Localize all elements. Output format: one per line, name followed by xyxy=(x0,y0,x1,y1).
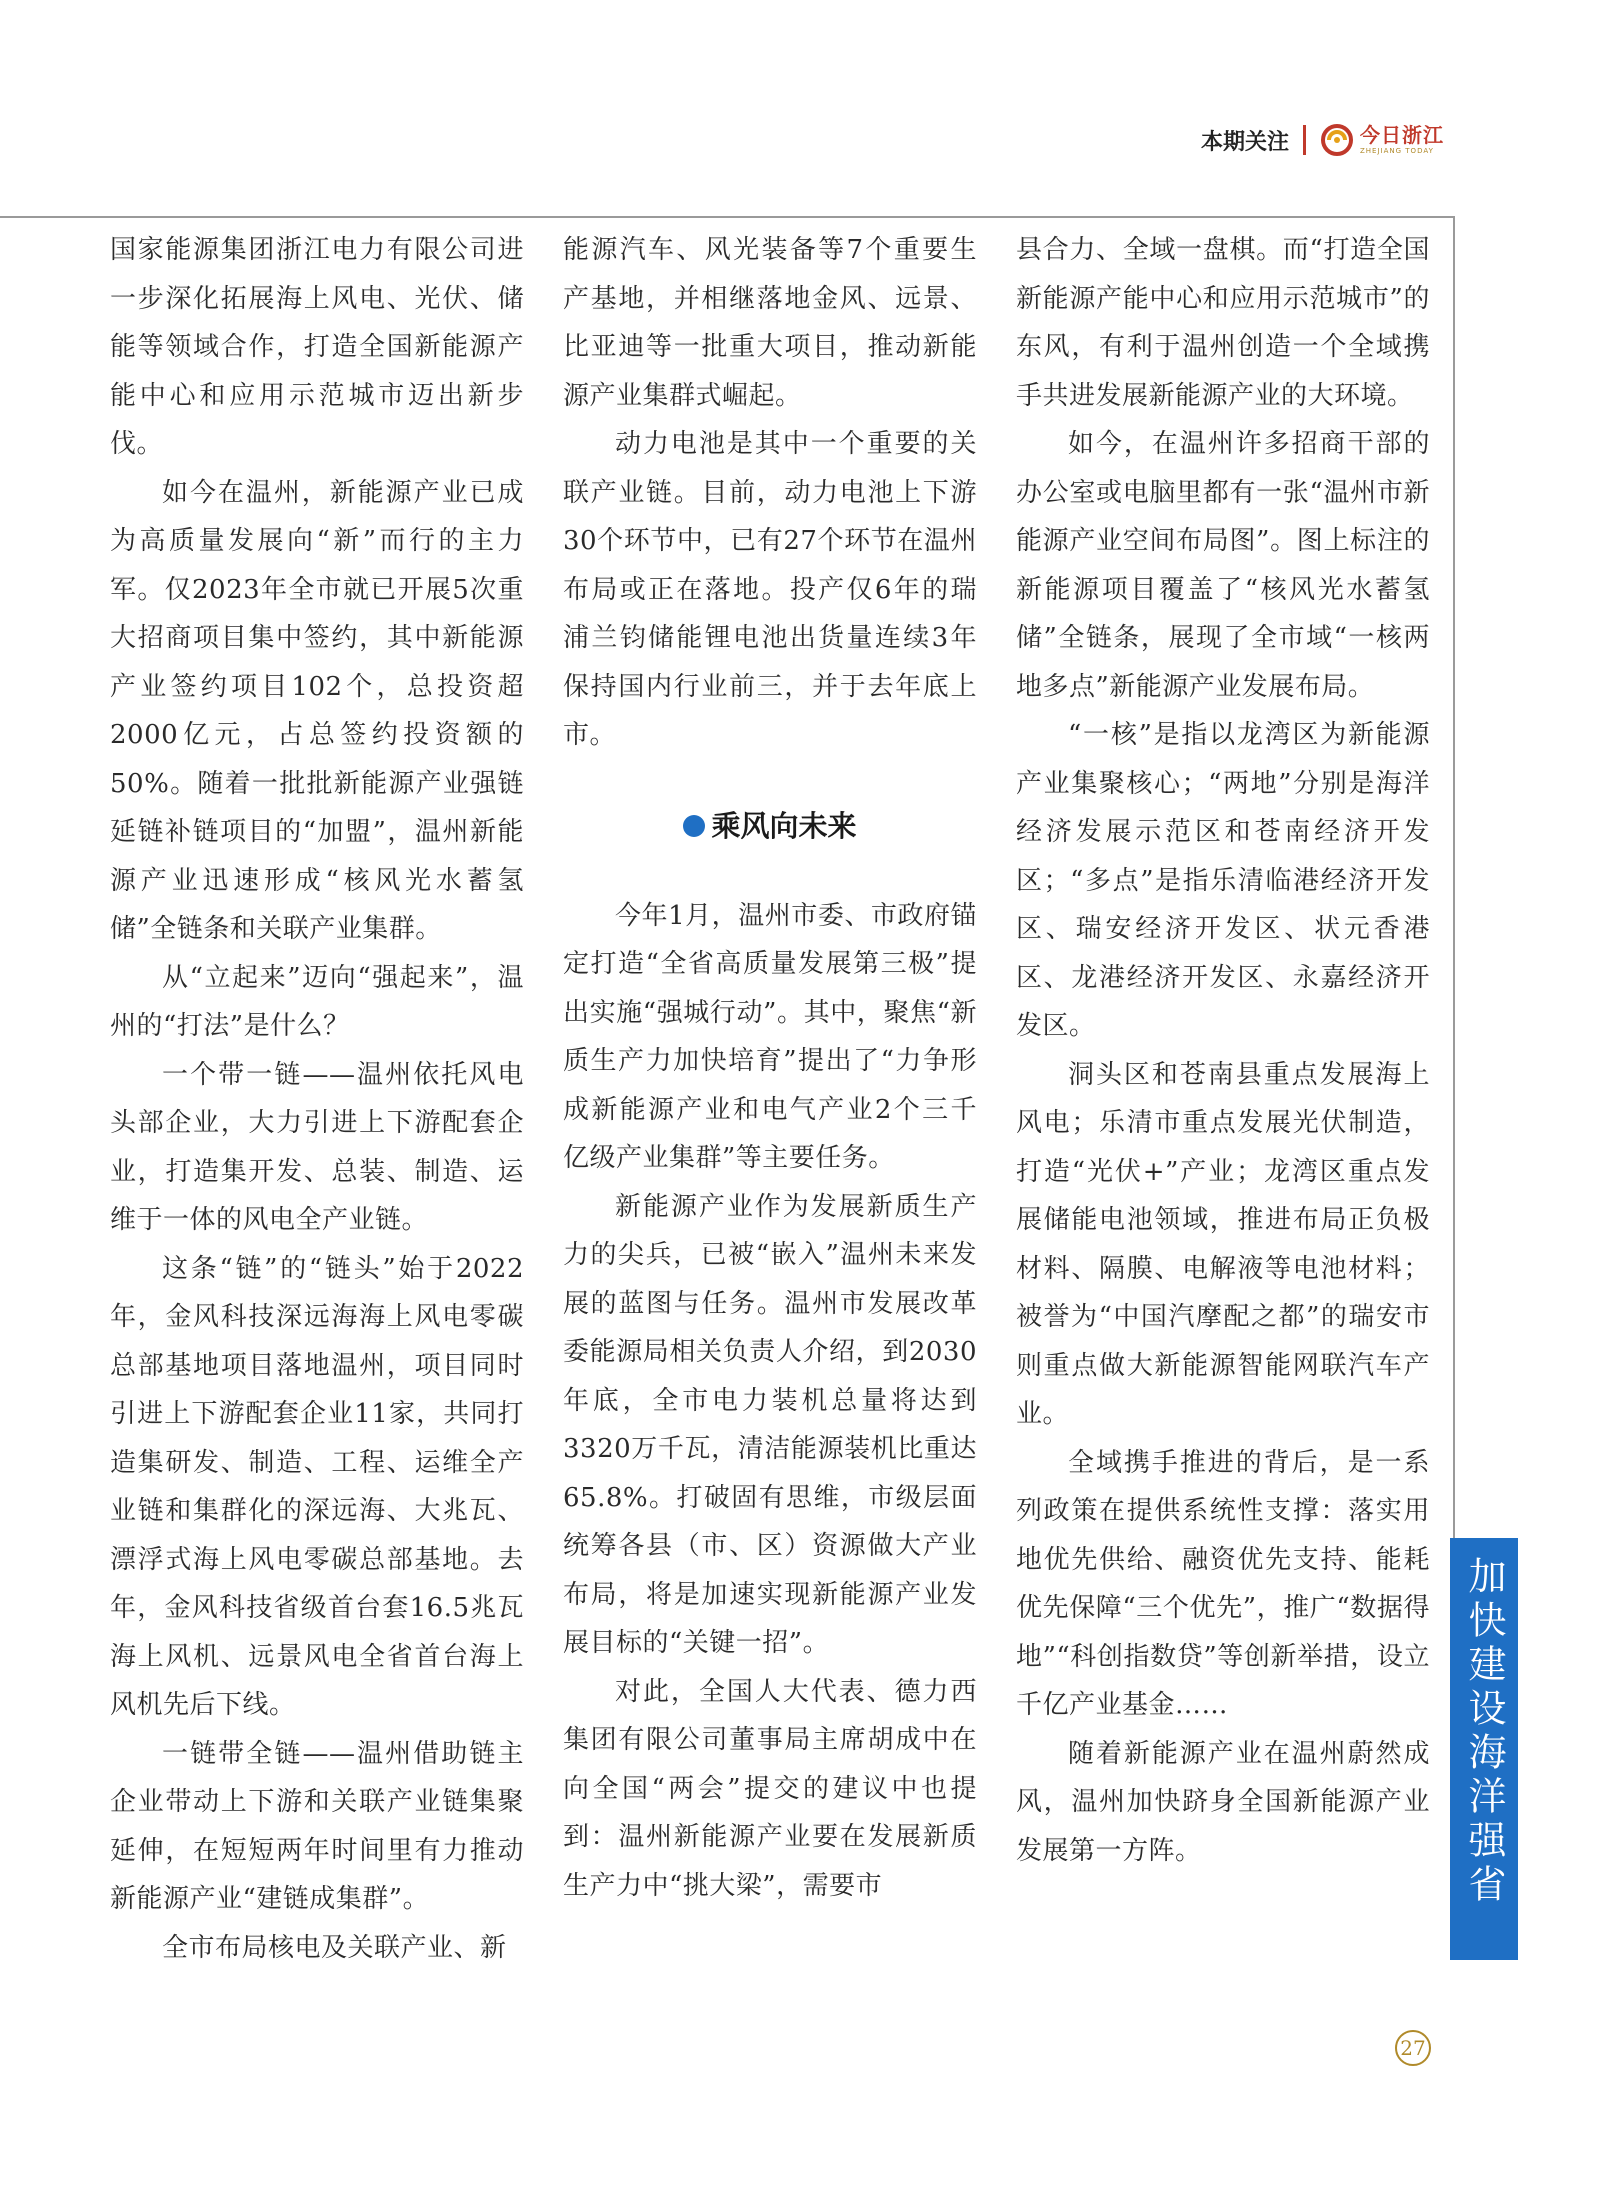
article-column-1 xyxy=(110,226,524,1972)
right-rule xyxy=(1453,216,1455,1541)
paragraph: 全域携手推进的背后，是一系列政策在提供系统性支撑：落实用地优先供给、融资优先支持、能耗优先保障“三个优先”，推广“数据得地”“科创指数贷”等创新举措，设立千亿产业基金…… xyxy=(1016,1447,1430,1720)
paragraph: 这条“链”的“链头”始于2022年，金风科技深远海海上风电零碳总部基地项目落地温州，项目同时引进上下游配套企业11家，共同打造集研发、制造、工程、运维全产业链和集群化的深远海、大兆瓦、漂浮式海上风电零碳总部基地。去年，金风科技省级首台套16.5兆瓦海上风机、远景风电全省首台海上风机先后下线。 xyxy=(110,1253,524,1720)
brand-name-cn: 今日浙江 xyxy=(1360,123,1444,147)
paragraph: 动力电池是其中一个重要的关联产业链。目前，动力电池上下游30个环节中，已有27个环节在温州布局或正在落地。投产仅6年的瑞浦兰钧储能锂电池出货量连续3年保持国内行业前三，并于去年底上市。 xyxy=(563,429,977,750)
paragraph: 一个带一链——温州依托风电头部企业，大力引进上下游配套企业，打造集开发、总装、制造、运维于一体的风电全产业链。 xyxy=(110,1059,524,1235)
column-2-upper xyxy=(563,226,977,760)
column-2-lower xyxy=(563,892,977,1911)
side-tab-text: 加快建设海洋强省 xyxy=(1462,1556,1506,1908)
paragraph: 如今在温州，新能源产业已成为高质量发展向“新”而行的主力军。仅2023年全市就已开展5次重大招商项目集中签约，其中新能源产业签约项目102个，总投资超2000亿元，占总签约投资额的50%。随着一批批新能源产业强链延链补链项目的“加盟”，温州新能源产业迅速形成“核风光水蓄氢储”全链条和关联产业集群。 xyxy=(110,477,524,944)
brand-name-en: ZHEJIANG TODAY xyxy=(1360,147,1434,155)
paragraph: 洞头区和苍南县重点发展海上风电；乐清市重点发展光伏制造，打造“光伏+”产业；龙湾区重点发展储能电池领域，推进布局正负极材料、隔膜、电解液等电池材料；被誉为“中国汽摩配之都”的瑞安市则重点做大新能源智能网联汽车产业。 xyxy=(1016,1059,1430,1429)
paragraph: 如今，在温州许多招商干部的办公室或电脑里都有一张“温州市新能源产业空间布局图”。图上标注的新能源项目覆盖了“核风光水蓄氢储”全链条，展现了全市域“一核两地多点”新能源产业发展布局。 xyxy=(1016,429,1430,702)
paragraph: 新能源产业作为发展新质生产力的尖兵，已被“嵌入”温州未来发展的蓝图与任务。温州市发展改革委能源局相关负责人介绍，到2030年底，全市电力装机总量将达到3320万千瓦，清洁能源装机比重达65.8%。打破固有思维，市级层面统筹各县（市、区）资源做大产业布局，将是加速实现新能源产业发展目标的“关键一招”。 xyxy=(563,1191,977,1658)
paragraph: 县合力、全域一盘棋。而“打造全国新能源产能中心和应用示范城市”的东风，有利于温州创造一个全域携手共进发展新能源产业的大环境。 xyxy=(1016,235,1430,411)
paragraph: 全市布局核电及关联产业、新 xyxy=(162,1932,507,1963)
bullet-dot-icon xyxy=(683,815,705,837)
side-section-tab xyxy=(1450,1538,1518,1960)
brand-logo xyxy=(1320,123,1444,157)
brand-swirl-icon xyxy=(1320,123,1354,157)
header-divider xyxy=(1303,125,1306,155)
section-heading xyxy=(563,802,977,850)
paragraph: 对此，全国人大代表、德力西集团有限公司董事局主席胡成中在向全国“两会”提交的建议中也提到：温州新能源产业要在发展新质生产力中“挑大梁”，需要市 xyxy=(563,1676,977,1901)
paragraph: 一链带全链——温州借助链主企业带动上下游和关联产业链集聚延伸，在短短两年时间里有力推动新能源产业“建链成集群”。 xyxy=(110,1738,524,1914)
top-rule xyxy=(0,216,1455,218)
page-header xyxy=(1201,118,1444,162)
article-column-3 xyxy=(1016,226,1430,1875)
section-heading-text: 乘风向未来 xyxy=(711,808,857,843)
page-number: 27 xyxy=(1395,2030,1431,2066)
brand-text xyxy=(1360,125,1444,155)
paragraph: 从“立起来”迈向“强起来”，温州的“打法”是什么？ xyxy=(110,962,524,1041)
article-column-2 xyxy=(563,226,977,1910)
paragraph: 国家能源集团浙江电力有限公司进一步深化拓展海上风电、光伏、储能等领域合作，打造全国新能源产能中心和应用示范城市迈出新步伐。 xyxy=(110,235,524,459)
section-label: 本期关注 xyxy=(1200,129,1289,155)
paragraph: “一核”是指以龙湾区为新能源产业集聚核心；“两地”分别是海洋经济发展示范区和苍南经济开发区；“多点”是指乐清临港经济开发区、瑞安经济开发区、状元香港区、龙港经济开发区、永嘉经济开发区。 xyxy=(1016,720,1430,1041)
paragraph: 今年1月，温州市委、市政府锚定打造“全省高质量发展第三极”提出实施“强城行动”。其中，聚焦“新质生产力加快培育”提出了“力争形成新能源产业和电气产业2个三千亿级产业集群”等主要任务。 xyxy=(563,900,977,1173)
paragraph: 能源汽车、风光装备等7个重要生产基地，并相继落地金风、远景、比亚迪等一批重大项目，推动新能源产业集群式崛起。 xyxy=(563,235,977,411)
paragraph: 随着新能源产业在温州蔚然成风，温州加快跻身全国新能源产业发展第一方阵。 xyxy=(1016,1738,1430,1866)
